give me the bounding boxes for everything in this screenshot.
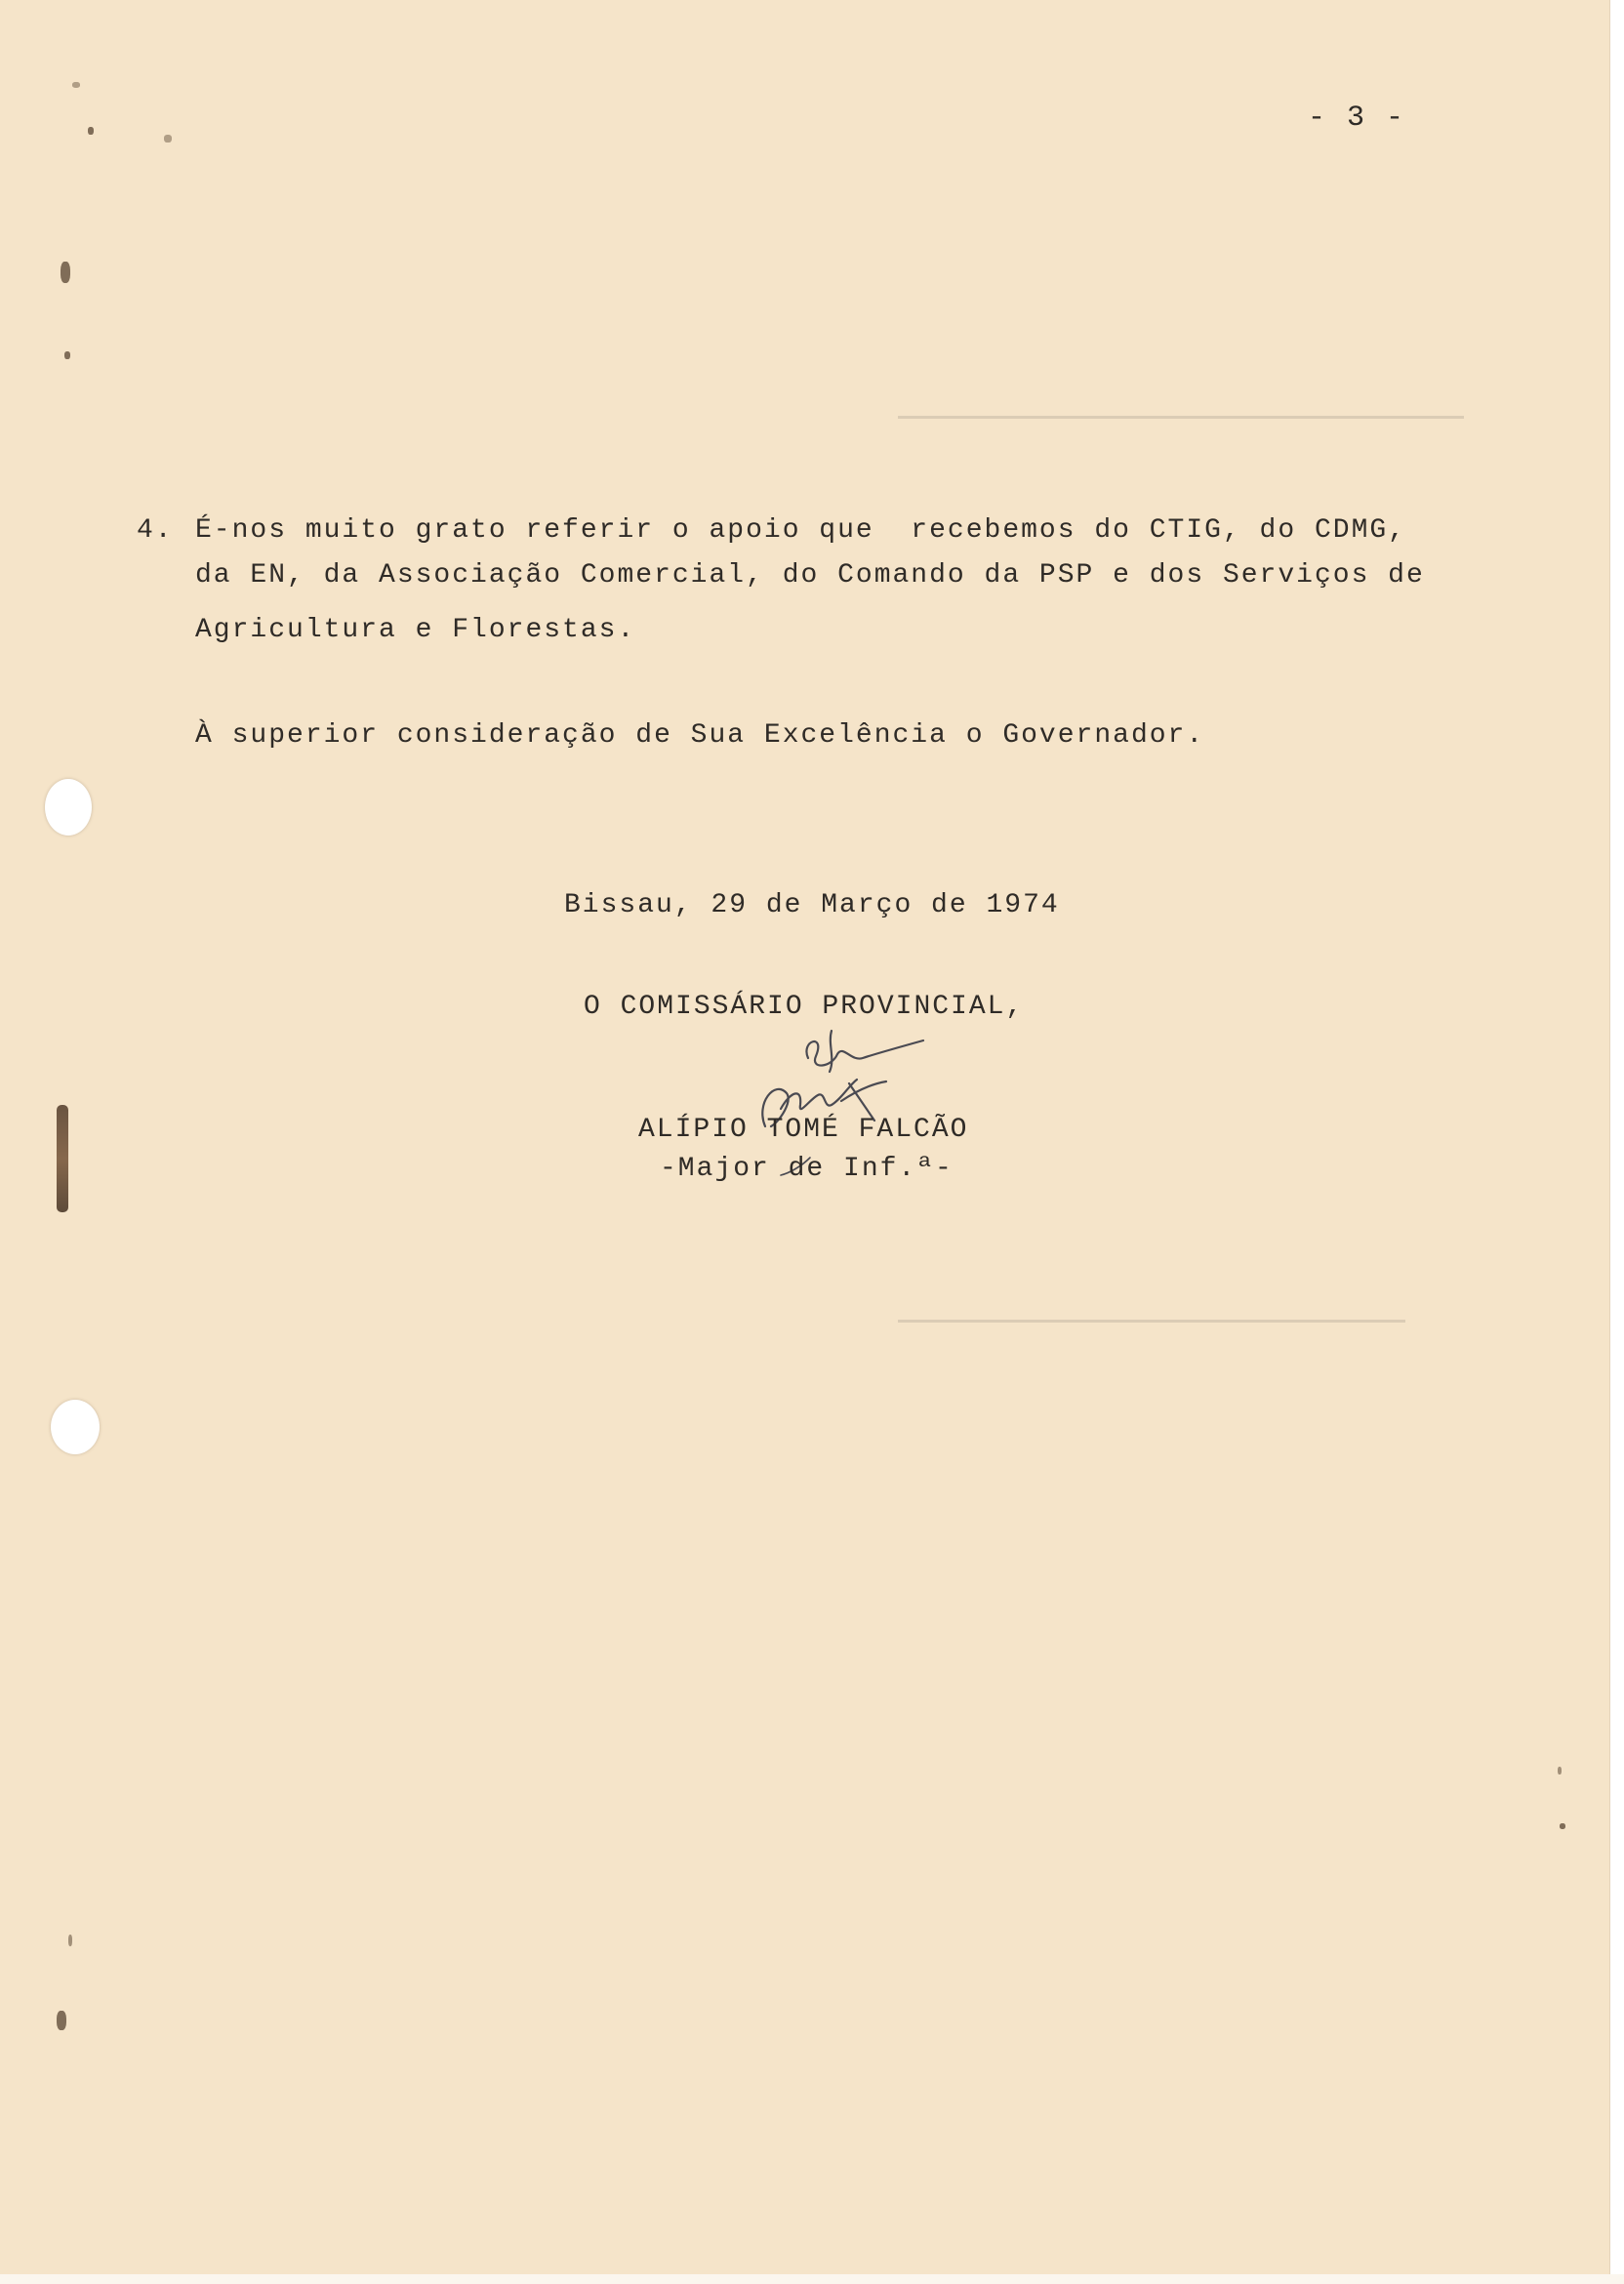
- signatory-title: O COMISSÁRIO PROVINCIAL,: [584, 992, 1025, 1022]
- paragraph-number: 4.: [137, 515, 174, 546]
- margin-stain: [57, 2011, 66, 2030]
- margin-stain: [1558, 1767, 1562, 1774]
- closing-sentence: À superior consideração de Sua Excelência o Governador.: [195, 720, 1205, 751]
- fold-line: [898, 1320, 1405, 1323]
- paragraph-line: da EN, da Associação Comercial, do Comando da PSP e dos Serviços de: [195, 560, 1425, 591]
- margin-stain: [61, 262, 70, 283]
- date-line: Bissau, 29 de Março de 1974: [564, 890, 1060, 920]
- margin-stain: [72, 82, 80, 88]
- handwritten-signature: [742, 1011, 937, 1177]
- page-edge-bottom: [0, 2274, 1624, 2284]
- staple-rust-mark: [57, 1105, 68, 1212]
- signatory-name: ALÍPIO TOMÉ FALCÃO: [638, 1115, 969, 1145]
- paragraph-line: Agricultura e Florestas.: [195, 615, 636, 645]
- margin-stain: [88, 127, 94, 135]
- fold-line: [898, 416, 1464, 419]
- margin-stain: [64, 351, 70, 359]
- signatory-rank: -Major de Inf.ª-: [660, 1154, 954, 1184]
- page-edge-right: [1609, 0, 1624, 2284]
- punch-hole-bottom: [51, 1400, 100, 1454]
- margin-stain: [68, 1935, 72, 1946]
- punch-hole-top: [45, 779, 92, 836]
- margin-stain: [164, 135, 172, 143]
- page-number: - 3 -: [1308, 102, 1406, 135]
- paragraph-line: É-nos muito grato referir o apoio que recebemos do CTIG, do CDMG,: [195, 515, 1406, 546]
- margin-stain: [1560, 1823, 1565, 1829]
